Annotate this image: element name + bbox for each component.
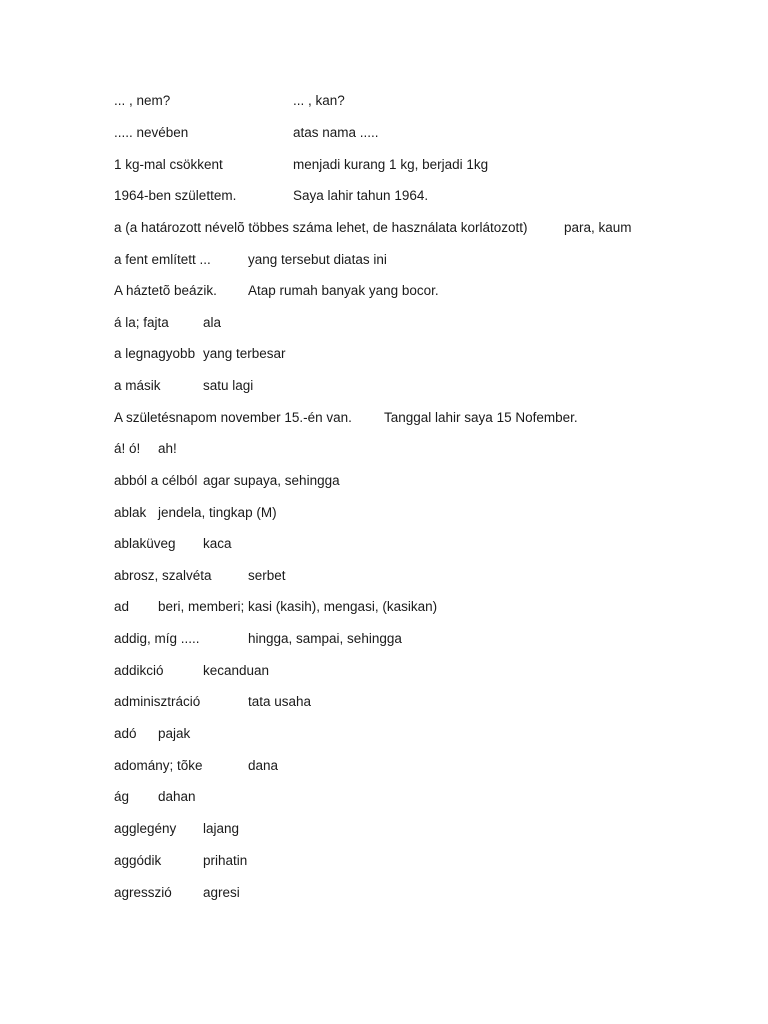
hungarian-term: a másik [114, 378, 161, 393]
hungarian-term: agresszió [114, 885, 172, 900]
indonesian-translation: dana [248, 758, 279, 773]
hungarian-term: agglegény [114, 821, 177, 836]
hungarian-term: á la; fajta [114, 315, 169, 330]
indonesian-translation: prihatin [203, 853, 248, 868]
hungarian-term: ... , nem? [114, 93, 171, 108]
hungarian-term: abból a célból [114, 473, 198, 488]
hungarian-term: a legnagyobb [114, 346, 196, 361]
indonesian-translation: yang tersebut diatas ini [248, 252, 387, 267]
indonesian-translation: Tanggal lahir saya 15 Nofember. [384, 410, 578, 425]
hungarian-term: 1 kg-mal csökkent [114, 157, 223, 172]
hungarian-term: adó [114, 726, 137, 741]
indonesian-translation: dahan [158, 789, 196, 804]
hungarian-term: ablak [114, 505, 147, 520]
indonesian-translation: menjadi kurang 1 kg, berjadi 1kg [293, 157, 489, 172]
hungarian-term: adminisztráció [114, 694, 201, 709]
hungarian-term: a (a határozott névelõ többes száma lehet, de használata korlátozott) [114, 220, 528, 235]
hungarian-term: á! ó! [114, 441, 141, 456]
hungarian-term: addikció [114, 663, 164, 678]
indonesian-translation: satu lagi [203, 378, 254, 393]
hungarian-term: abrosz, szalvéta [114, 568, 212, 583]
indonesian-translation: kaca [203, 536, 232, 551]
indonesian-translation: ala [203, 315, 222, 330]
hungarian-term: 1964-ben születtem. [114, 188, 237, 203]
indonesian-translation: pajak [158, 726, 191, 741]
indonesian-translation: lajang [203, 821, 240, 836]
indonesian-translation: tata usaha [248, 694, 312, 709]
hungarian-term: ág [114, 789, 130, 804]
indonesian-translation: para, kaum [564, 220, 632, 235]
indonesian-translation: yang terbesar [203, 346, 286, 361]
indonesian-translation: atas nama ..... [293, 125, 379, 140]
indonesian-translation: jendela, tingkap (M) [158, 505, 277, 520]
hungarian-term: aggódik [114, 853, 162, 868]
hungarian-term: addig, míg ..... [114, 631, 200, 646]
indonesian-translation: Atap rumah banyak yang bocor. [248, 283, 439, 298]
indonesian-translation: hingga, sampai, sehingga [248, 631, 402, 646]
hungarian-term: A születésnapom november 15.-én van. [114, 410, 352, 425]
indonesian-translation: agar supaya, sehingga [203, 473, 340, 488]
indonesian-translation: ah! [158, 441, 177, 456]
indonesian-translation: ... , kan? [293, 93, 345, 108]
hungarian-term: adomány; tõke [114, 758, 203, 773]
indonesian-translation: kecanduan [203, 663, 270, 678]
indonesian-translation: beri, memberi; kasi (kasih), mengasi, (kasikan) [158, 599, 438, 614]
indonesian-translation: Saya lahir tahun 1964. [293, 188, 429, 203]
hungarian-term: a fent említett ... [114, 252, 211, 267]
hungarian-term: ..... nevében [114, 125, 189, 140]
hungarian-term: ad [114, 599, 130, 614]
hungarian-term: ablaküveg [114, 536, 176, 551]
indonesian-translation: serbet [248, 568, 286, 583]
hungarian-term: A háztetõ beázik. [114, 283, 217, 298]
indonesian-translation: agresi [203, 885, 240, 900]
